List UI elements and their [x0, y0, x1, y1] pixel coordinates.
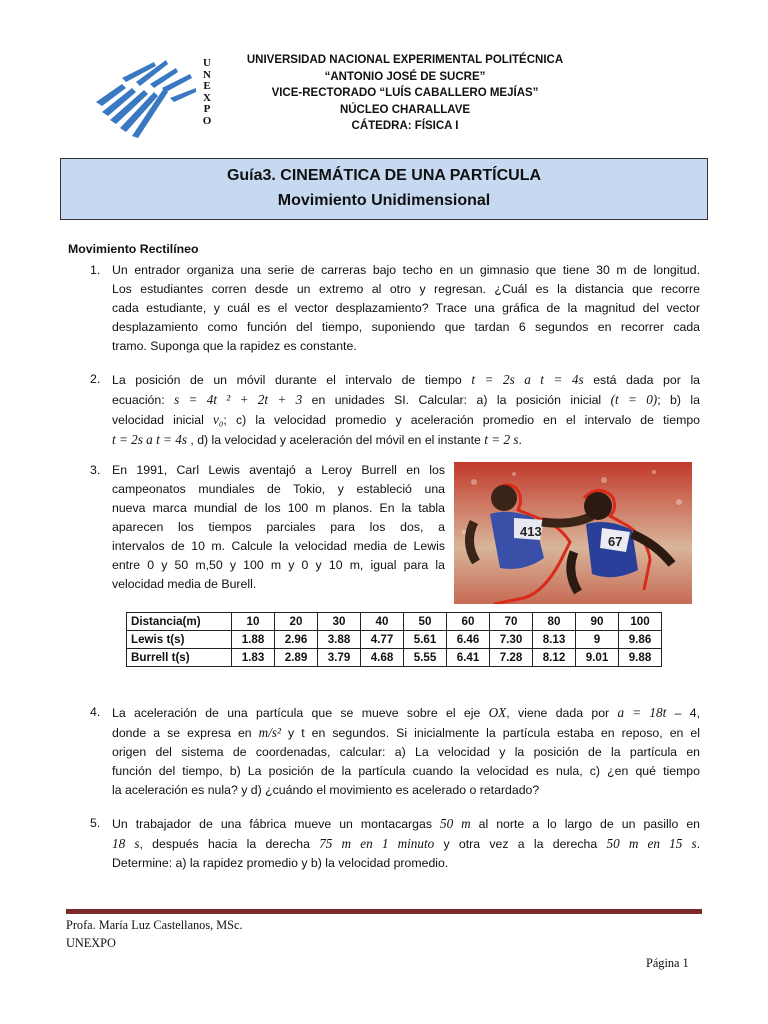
- problem-number: 4.: [90, 705, 101, 719]
- math-run: t = 2 s: [484, 432, 519, 447]
- row-label: Burrell t(s): [127, 649, 232, 667]
- table-cell: 7.28: [490, 649, 533, 667]
- split-times-table: [126, 612, 662, 667]
- text-run: .: [696, 837, 700, 851]
- table-cell: 5.61: [404, 631, 447, 649]
- problem-5: [112, 814, 700, 873]
- table-cell: 8.13: [533, 631, 576, 649]
- text-run: en unidades SI. Calcular: a) la posición inicial: [302, 393, 611, 407]
- table-cell: 20: [275, 613, 318, 631]
- text-run: donde a se expresa en: [112, 726, 259, 740]
- table-row: [127, 649, 662, 667]
- problem-line: [112, 814, 700, 834]
- problem-line: cada estudiante, y cuál es el vector desplazamiento? Trace una gráfica de la magnitud del vector: [112, 301, 700, 315]
- logo-letter: N: [203, 68, 211, 81]
- text-run: , después hacia la derecha: [139, 837, 320, 851]
- section-heading: Movimiento Rectilíneo: [68, 242, 199, 256]
- text-run: velocidad inicial: [112, 413, 213, 427]
- table-row: [127, 613, 662, 631]
- sprinters-photo: [454, 462, 692, 604]
- footer-org: UNEXPO: [66, 936, 116, 950]
- problem-number: 3.: [90, 463, 101, 477]
- problem-2: [112, 370, 700, 450]
- math-run: (t = 0): [610, 392, 658, 407]
- table-cell: 7.30: [490, 631, 533, 649]
- problem-line: En 1991, Carl Lewis aventajó a Leroy Burrell en los: [112, 463, 445, 477]
- header-line: VICE-RECTORADO “LUÍS CABALLERO MEJÍAS”: [271, 87, 539, 100]
- math-run: OX: [488, 705, 507, 720]
- unexpo-vertical-letters: [200, 58, 214, 128]
- problem-line: [112, 703, 700, 723]
- guide-subtitle: Movimiento Unidimensional: [277, 192, 491, 209]
- logo-letter: P: [203, 103, 211, 116]
- header-line: NÚCLEO CHARALLAVE: [339, 103, 471, 116]
- problem-line: función del tiempo, b) La posición de la partícula cuando la velocidad es nula, c) ¿en qué tiempo: [112, 764, 700, 778]
- problem-line: Determine: a) la rapidez promedio y b) la velocidad promedio.: [112, 856, 449, 870]
- problem-line: entre 0 y 50 m,50 y 100 m y 0 y 10 m, igual para la: [112, 558, 445, 572]
- row-label: Distancia(m): [127, 613, 232, 631]
- problem-line: origen del sistema de coordenadas, calcular: a) La velocidad y la posición de la partícula en: [112, 745, 700, 759]
- bib-number-left: 413: [520, 524, 542, 539]
- footer-author: Profa. María Luz Castellanos, MSc.: [66, 918, 243, 932]
- table-cell: 9.88: [619, 649, 662, 667]
- text-run: al norte a lo largo de un pasillo en: [470, 817, 700, 831]
- table-cell: 4.68: [361, 649, 404, 667]
- text-run: Un trabajador de una fábrica mueve un montacargas: [112, 817, 440, 831]
- math-run: s = 4t ² + 2t + 3: [174, 392, 303, 407]
- unexpo-logo: [92, 58, 198, 138]
- math-run: v₀: [212, 412, 224, 427]
- bib-number-right: 67: [608, 534, 623, 549]
- problem-line: [112, 834, 700, 854]
- table-cell: 70: [490, 613, 533, 631]
- guide-title: Guía3. CINEMÁTICA DE UNA PARTÍCULA: [226, 167, 542, 184]
- text-run: ; b) la: [657, 393, 700, 407]
- problem-line: intervalos de 10 m. Calcule la velocidad media de Lewis: [112, 539, 445, 553]
- problem-line: [112, 370, 700, 390]
- logo-letter: O: [202, 114, 212, 127]
- problem-number: 5.: [90, 816, 101, 830]
- footer-rule: [66, 909, 702, 914]
- problem-line: [112, 430, 700, 450]
- page-number: Página 1: [646, 956, 689, 970]
- text-run: – 4,: [666, 706, 700, 720]
- table-cell: 10: [232, 613, 275, 631]
- math-run: 75 m en 1 minuto: [319, 836, 435, 851]
- problem-line: campeonatos mundiales de Tokio, y estableció una: [112, 482, 445, 496]
- title-box: [60, 158, 708, 220]
- problem-line: aparecen los tiempos parciales para los dos, a: [112, 520, 445, 534]
- problem-line: Un entrador organiza una serie de carreras bajo techo en un gimnasio que tiene 30 m de longitud.: [112, 263, 700, 277]
- logo-letter: E: [203, 80, 211, 93]
- table-cell: 60: [447, 613, 490, 631]
- text-run: , viene dada por: [506, 706, 618, 720]
- text-run: y t en segundos. Si inicialmente la partícula estaba en reposo, en el: [280, 726, 700, 740]
- table-cell: 8.12: [533, 649, 576, 667]
- problem-line: [112, 723, 700, 743]
- table-cell: 40: [361, 613, 404, 631]
- table-cell: 6.46: [447, 631, 490, 649]
- table-cell: 50: [404, 613, 447, 631]
- text-run: .: [518, 433, 522, 447]
- math-run: m/s²: [258, 725, 281, 740]
- table-cell: 5.55: [404, 649, 447, 667]
- math-run: t = 2s a t = 4s: [112, 432, 187, 447]
- problem-number: 2.: [90, 372, 101, 386]
- problem-number: 1.: [90, 263, 101, 277]
- table-cell: 3.88: [318, 631, 361, 649]
- header-line: CÁTEDRA: FÍSICA I: [351, 120, 459, 133]
- table-cell: 30: [318, 613, 361, 631]
- header-line: “ANTONIO JOSÉ DE SUCRE”: [324, 70, 486, 83]
- text-run: está dada por la: [583, 373, 701, 387]
- table-cell: 100: [619, 613, 662, 631]
- text-run: ecuación:: [112, 393, 175, 407]
- problem-line: la aceleración es nula? y d) ¿cuándo el movimiento es acelerado o retardado?: [112, 783, 540, 797]
- text-run: La aceleración de una partícula que se mueve sobre el eje: [112, 706, 489, 720]
- problem-line: desplazamiento como función del tiempo, suponiendo que tardan 6 segundos en recorrer cada: [112, 320, 700, 334]
- table-cell: 9.86: [619, 631, 662, 649]
- problem-line: nueva marca mundial de los 100 m planos. En la tabla: [112, 501, 445, 515]
- problem-line: Los estudiantes corren desde un extremo al otro y regresan. ¿Cuál es la distancia que recorre: [112, 282, 700, 296]
- table-cell: 80: [533, 613, 576, 631]
- math-run: a = 18t: [617, 705, 667, 720]
- table-cell: 1.88: [232, 631, 275, 649]
- table-cell: 3.79: [318, 649, 361, 667]
- problem-line: velocidad media de Burell.: [112, 577, 257, 591]
- table-cell: 9.01: [576, 649, 619, 667]
- logo-letter: X: [203, 91, 211, 104]
- table-row: [127, 631, 662, 649]
- problem-3: [112, 461, 445, 594]
- problem-line: [112, 410, 700, 430]
- problem-line: tramo. Suponga que la rapidez es constante.: [112, 339, 357, 353]
- text-run: , d) la velocidad y aceleración del móvil en el instante: [186, 433, 485, 447]
- table-cell: 2.96: [275, 631, 318, 649]
- table-cell: 4.77: [361, 631, 404, 649]
- table-cell: 6.41: [447, 649, 490, 667]
- text-run: ; c) la velocidad promedio y aceleración promedio en el intervalo de tiempo: [223, 413, 700, 427]
- table-cell: 9: [576, 631, 619, 649]
- text-run: y otra vez a la derecha: [434, 837, 607, 851]
- problem-1: [112, 261, 700, 356]
- table-cell: 2.89: [275, 649, 318, 667]
- logo-letter: U: [203, 57, 211, 69]
- institution-header: [230, 52, 580, 135]
- table-cell: 90: [576, 613, 619, 631]
- math-run: 18 s: [112, 836, 140, 851]
- text-run: La posición de un móvil durante el intervalo de tiempo: [112, 373, 472, 387]
- header-line: UNIVERSIDAD NACIONAL EXPERIMENTAL POLITÉCNICA: [246, 54, 564, 66]
- problem-line: [112, 390, 700, 410]
- math-run: 50 m: [440, 816, 471, 831]
- row-label: Lewis t(s): [127, 631, 232, 649]
- table-cell: 1.83: [232, 649, 275, 667]
- math-run: t = 2s a t = 4s: [471, 372, 584, 387]
- problem-4: [112, 703, 700, 800]
- math-run: 50 m en 15 s: [606, 836, 697, 851]
